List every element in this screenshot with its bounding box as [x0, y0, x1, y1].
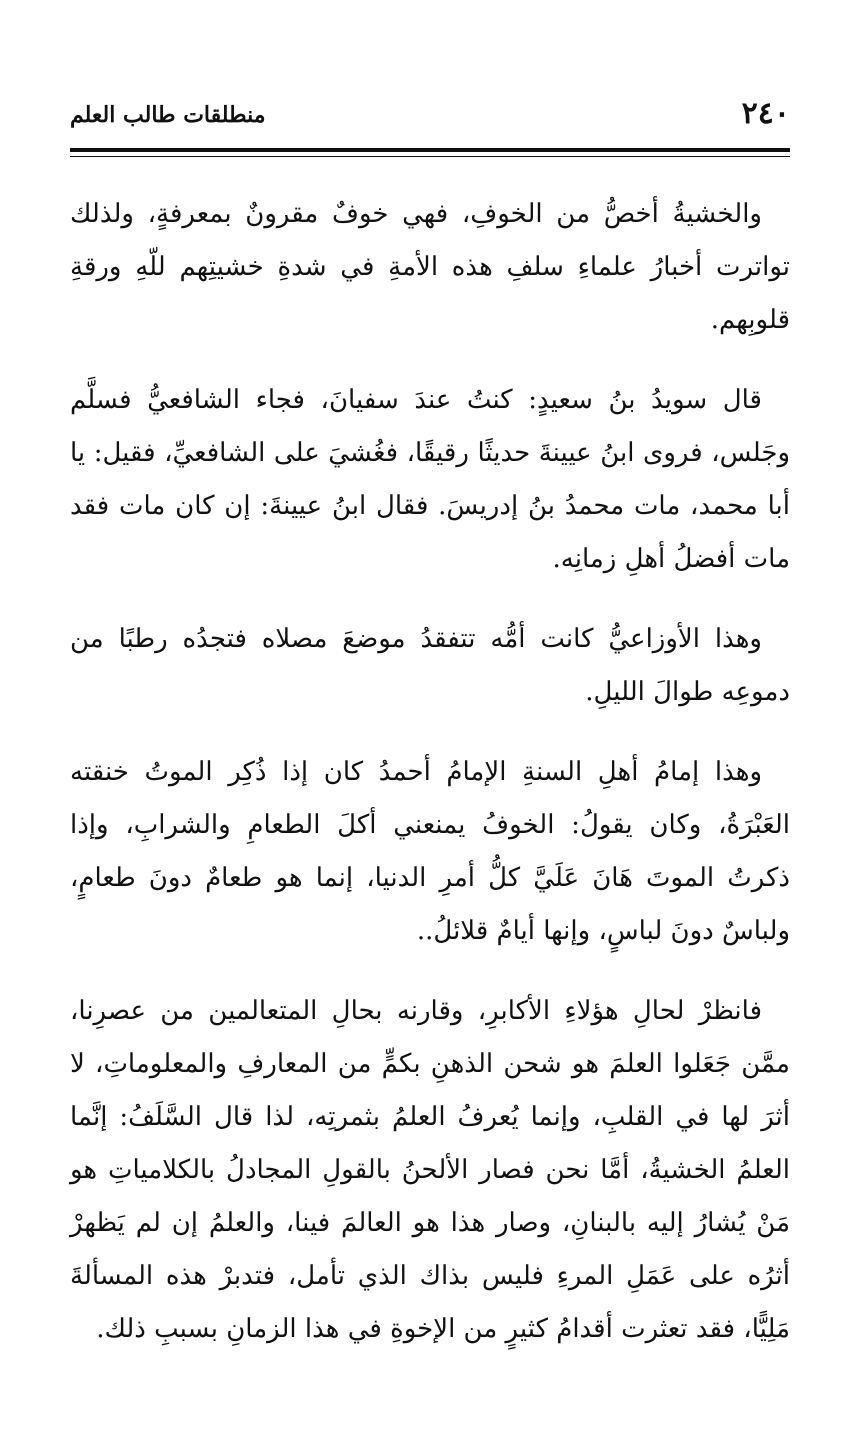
page-number: ٢٤٠: [741, 96, 790, 131]
paragraph: وهذا إمامُ أهلِ السنةِ الإمامُ أحمدُ كان إذا ذُكِر الموتُ خنقته العَبْرَةُ، وكان يقولُ: الخوفُ يمنعني أكلَ الطعامِ والشرابِ، وإذا ذكرتُ الموتَ هَانَ عَلَيَّ كلُّ أمرِ الدنيا، إنما هو طعامٌ دونَ طعامٍ، ولباسٌ دونَ لباسٍ، وإنها أيامٌ قلائلُ..: [70, 757, 790, 946]
page-header: [70, 96, 790, 136]
paragraph: فانظرْ لحالِ هؤلاءِ الأكابرِ، وقارنه بحالِ المتعالمين من عصرِنا، ممَّن جَعَلوا العلمَ هو شحن الذهنِ بكمٍّ من المعارفِ والمعلوماتِ، لا أثرَ لها في القلبِ، وإنما يُعرفُ العلمُ بثمرتِه، لذا قال السَّلَفُ: إنَّما العلمُ الخشيةُ، أمَّا نحن فصار الألحنُ بالقولِ المجادلُ بالكلامياتِ هو مَنْ يُشارُ إليه بالبنانِ، وصار هذا هو العالمَ فينا، والعلمُ إن لم يَظهرْ أثرُه على عَمَلِ المرءِ فليس بذاك الذي تأمل، فتدبرْ هذه المسألةَ مَلِيًّا، فقد تعثرت أقدامُ كثيرٍ من الإخوةِ في هذا الزمانِ بسببِ ذلك.: [70, 996, 790, 1344]
body-text: [70, 188, 790, 1383]
paragraph: والخشيةُ أخصُّ من الخوفِ، فهي خوفٌ مقرونٌ بمعرفةٍ، ولذلك تواترت أخبارُ علماءِ سلفِ هذه الأمةِ في شدةِ خشيتِهم للّهِ ورقةِ قلوبِهم.: [70, 199, 790, 335]
paragraph: قال سويدُ بنُ سعيدٍ: كنتُ عندَ سفيانَ، فجاء الشافعيُّ فسلَّم وجَلس، فروى ابنُ عيينةَ حديثًا رقيقًا، فغُشيَ على الشافعيِّ، فقيل: يا أبا محمد، مات محمدُ بنُ إدريسَ. فقال ابنُ عيينةَ: إن كان مات فقد مات أفضلُ أهلِ زمانِه.: [70, 385, 790, 574]
header-rule-thick: [70, 148, 790, 152]
paragraph: وهذا الأوزاعيُّ كانت أمُّه تتفقدُ موضعَ مصلاه فتجدُه رطبًا من دموعِه طوالَ الليلِ.: [70, 624, 790, 707]
running-title: منطلقات طالب العلم: [70, 102, 266, 128]
header-rule-thin: [70, 156, 790, 157]
